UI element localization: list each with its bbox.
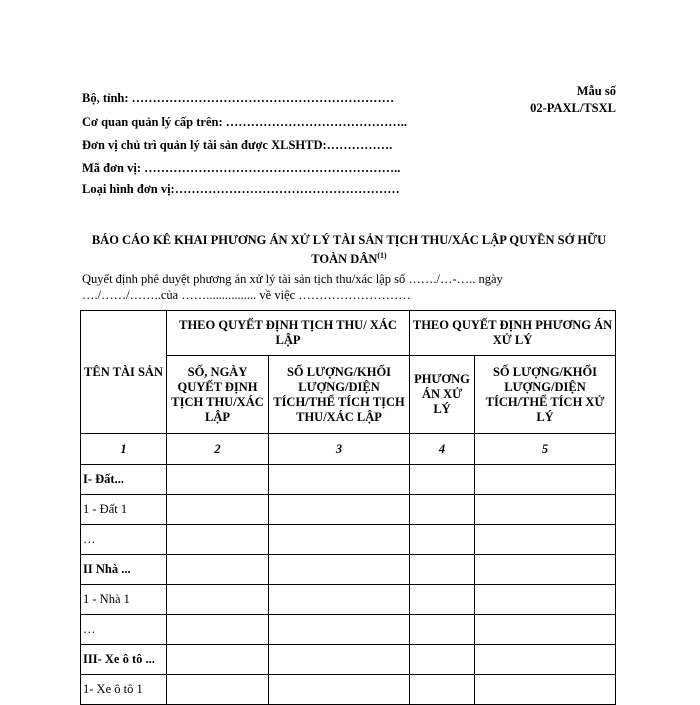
col-header-confiscated-quantity: SỐ LƯỢNG/KHỐI LƯỢNG/DIỆN TÍCH/THỂ TÍCH TỊCH THU/XÁC LẬP xyxy=(269,356,410,434)
table-cell xyxy=(475,495,616,525)
column-number-row xyxy=(81,434,616,465)
table-cell xyxy=(475,525,616,555)
table-cell xyxy=(410,465,475,495)
table-row xyxy=(81,585,616,615)
asset-name-cell: II Nhà ... xyxy=(81,555,167,585)
column-number: 3 xyxy=(269,434,410,465)
table-cell xyxy=(410,525,475,555)
table-cell xyxy=(167,585,269,615)
table-cell xyxy=(167,555,269,585)
asset-name-cell: 1- Xe ô tô 1 xyxy=(81,675,167,705)
col-group-confiscation-decision: THEO QUYẾT ĐỊNH TỊCH THU/ XÁC LẬP xyxy=(167,311,410,356)
report-title-text: BÁO CÁO KÊ KHAI PHƯƠNG ÁN XỬ LÝ TÀI SẢN TỊCH THU/XÁC LẬP QUYỀN SỞ HỮU TOÀN DÂN xyxy=(91,233,607,267)
table-cell xyxy=(410,675,475,705)
report-title-footnote: (1) xyxy=(377,251,387,260)
column-number: 5 xyxy=(475,434,616,465)
asset-name-cell: … xyxy=(81,615,167,645)
col-header-handled-quantity: SỐ LƯỢNG/KHỐI LƯỢNG/DIỆN TÍCH/THỂ TÍCH XỬ LÝ xyxy=(475,356,616,434)
asset-report-table xyxy=(80,310,616,705)
table-cell xyxy=(410,645,475,675)
table-row xyxy=(81,525,616,555)
asset-name-cell: 1 - Nhà 1 xyxy=(81,585,167,615)
col-header-handling-plan: PHƯƠNG ÁN XỬ LÝ xyxy=(410,356,475,434)
table-cell xyxy=(167,675,269,705)
table-cell xyxy=(475,555,616,585)
table-row xyxy=(81,465,616,495)
decision-description-line2: …./……/……..của ……................ về việc ……………………… xyxy=(82,288,411,302)
header-field-managing-unit: Đơn vị chủ trì quản lý tài sản được XLSHTD:……………. xyxy=(82,138,393,152)
table-cell xyxy=(410,495,475,525)
asset-name-cell: III- Xe ô tô ... xyxy=(81,645,167,675)
column-number: 4 xyxy=(410,434,475,465)
table-cell xyxy=(475,645,616,675)
form-code-label: Mẫu số xyxy=(576,84,616,98)
table-cell xyxy=(167,645,269,675)
table-cell xyxy=(475,585,616,615)
table-cell xyxy=(410,585,475,615)
column-number: 1 xyxy=(81,434,167,465)
column-number: 2 xyxy=(167,434,269,465)
table-cell xyxy=(410,555,475,585)
table-cell xyxy=(475,675,616,705)
table-cell xyxy=(475,465,616,495)
table-cell xyxy=(269,585,410,615)
asset-name-cell: 1 - Đất 1 xyxy=(81,495,167,525)
table-cell xyxy=(269,645,410,675)
col-group-handling-plan-decision: THEO QUYẾT ĐỊNH PHƯƠNG ÁN XỬ LÝ xyxy=(410,311,616,356)
col-header-decision-number-date: SỐ, NGÀY QUYẾT ĐỊNH TỊCH THU/XÁC LẬP xyxy=(167,356,269,434)
table-cell xyxy=(167,495,269,525)
report-title xyxy=(80,232,618,267)
table-cell xyxy=(167,525,269,555)
form-code-number: 02-PAXL/TSXL xyxy=(530,101,616,115)
table-row xyxy=(81,675,616,705)
table-row xyxy=(81,495,616,525)
table-row xyxy=(81,645,616,675)
header-field-unit-code: Mã đơn vị: …………………………………………………….. xyxy=(82,161,401,175)
table-cell xyxy=(269,465,410,495)
table-cell xyxy=(475,615,616,645)
header-field-supervisor: Cơ quan quản lý cấp trên: …………………………………….. xyxy=(82,115,408,129)
form-code xyxy=(530,83,616,117)
table-cell xyxy=(269,525,410,555)
table-cell xyxy=(167,615,269,645)
decision-description xyxy=(82,271,622,303)
table-cell xyxy=(269,555,410,585)
header-field-ministry: Bộ, tỉnh: ……………………………………………………… xyxy=(82,91,395,105)
table-cell xyxy=(269,615,410,645)
table-row xyxy=(81,615,616,645)
col-header-asset-name: TÊN TÀI SẢN xyxy=(81,311,167,434)
table-row xyxy=(81,555,616,585)
table-cell xyxy=(410,615,475,645)
table-cell xyxy=(269,495,410,525)
decision-description-line1: Quyết định phê duyệt phương án xử lý tài sản tịch thu/xác lập số ……./…-….. ngày xyxy=(82,272,503,286)
asset-name-cell: I- Đất... xyxy=(81,465,167,495)
asset-name-cell: … xyxy=(81,525,167,555)
header-field-unit-type: Loại hình đơn vị:……………………………………………… xyxy=(82,182,400,196)
table-cell xyxy=(167,465,269,495)
table-cell xyxy=(269,675,410,705)
